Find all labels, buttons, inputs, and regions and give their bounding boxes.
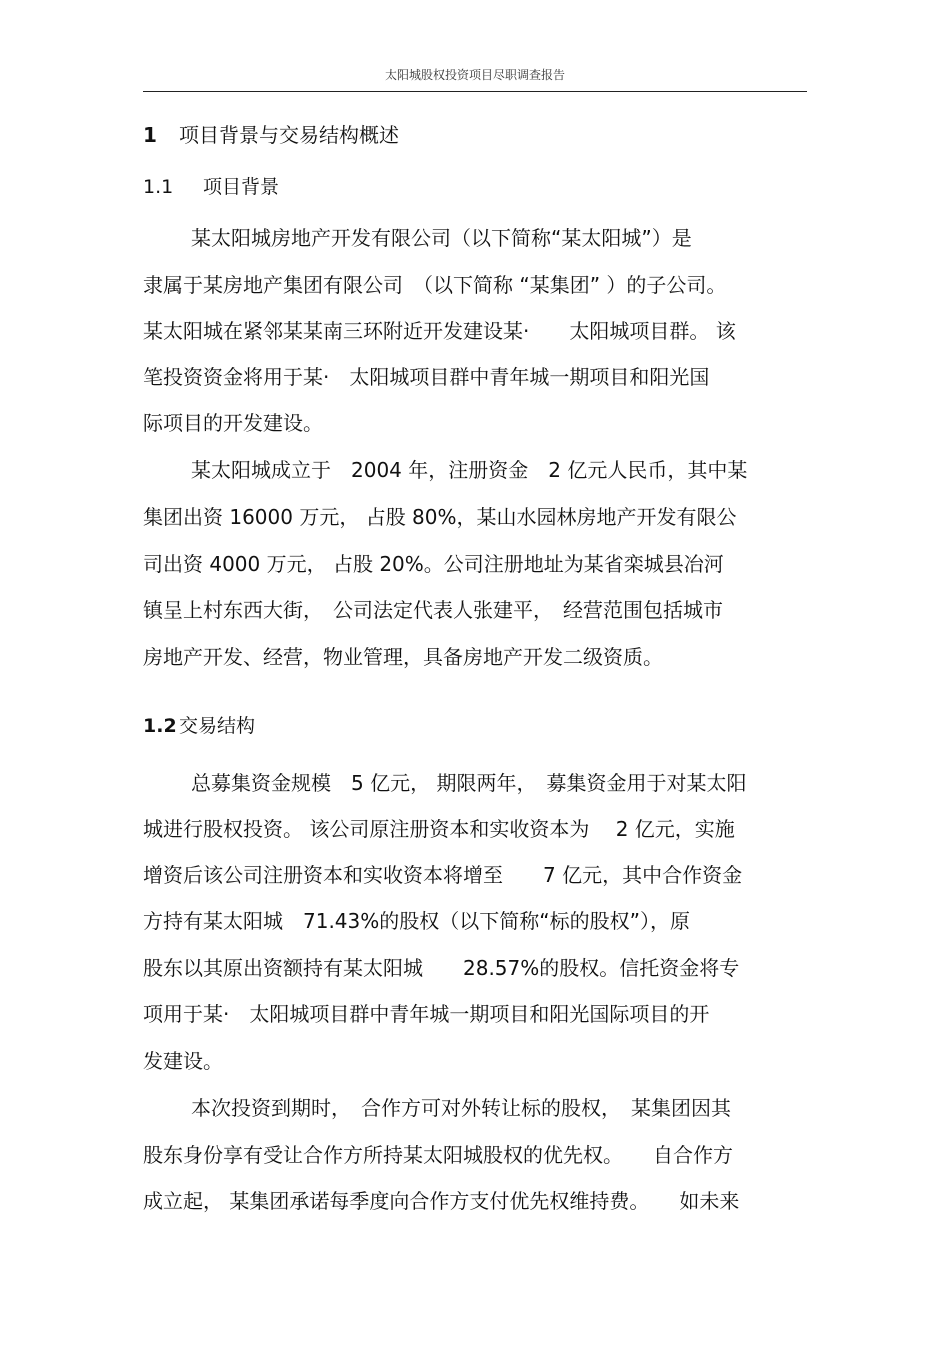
paragraph-line: 本次投资到期时， 合作方可对外转让标的股权， 某集团因其 [191, 1096, 731, 1120]
paragraph-line: 成立起， 某集团承诺每季度向合作方支付优先权维持费。 如未来 [143, 1189, 740, 1213]
paragraph-line: 股东以其原出资额持有某太阳城 28.57%的股权。信托资金将专 [143, 956, 740, 980]
paragraph-line: 总募集资金规模 5 亿元， 期限两年， 募集资金用于对某太阳 [191, 771, 747, 795]
heading-number: 1 [143, 123, 157, 147]
paragraph-line: 隶属于某房地产集团有限公司 （以下简称 “某集团” ）的子公司。 [143, 273, 727, 297]
paragraph-line: 某太阳城在紧邻某某南三环附近开发建设某· 太阳城项目群。 该 [143, 319, 736, 343]
heading-title: 项目背景 [203, 176, 280, 198]
paragraph-line: 城进行股权投资。 该公司原注册资本和实收资本为 2 亿元，实施 [143, 817, 735, 841]
running-header: 太阳城股权投资项目尽职调查报告 [384, 68, 565, 82]
paragraph-line: 发建设。 [143, 1049, 223, 1073]
paragraph-line: 笔投资资金将用于某· 太阳城项目群中青年城一期项目和阳光国 [143, 365, 710, 389]
paragraph-line: 方持有某太阳城 71.43%的股权（以下简称“标的股权”），原 [143, 909, 690, 933]
paragraph-line: 司出资 4000 万元， 占股 20%。公司注册地址为某省栾城县冶河 [143, 552, 724, 576]
paragraph-line: 增资后该公司注册资本和实收资本将增至 7 亿元，其中合作资金 [143, 863, 743, 887]
heading-section-1-2 [143, 713, 255, 739]
paragraph-line: 房地产开发、经营，物业管理，具备房地产开发二级资质。 [143, 645, 663, 669]
paragraph-line: 项用于某· 太阳城项目群中青年城一期项目和阳光国际项目的开 [143, 1002, 710, 1026]
heading-section-1-1 [143, 174, 279, 200]
heading-number: 1.2 [143, 715, 177, 737]
paragraph-line: 某太阳城房地产开发有限公司（以下简称“某太阳城”）是 [191, 226, 692, 250]
paragraph-line: 镇呈上村东西大街， 公司法定代表人张建平， 经营范围包括城市 [143, 598, 723, 622]
heading-title: 交易结构 [179, 715, 256, 737]
paragraph-line: 某太阳城成立于 2004 年，注册资金 2 亿元人民币，其中某 [191, 458, 748, 482]
paragraph-line: 股东身份享有受让合作方所持某太阳城股权的优先权。 自合作方 [143, 1143, 733, 1167]
paragraph-line: 际项目的开发建设。 [143, 411, 323, 435]
heading-title: 项目背景与交易结构概述 [179, 123, 399, 147]
paragraph-line: 集团出资 16000 万元， 占股 80%，某山水园林房地产开发有限公 [143, 505, 737, 529]
heading-number: 1.1 [143, 176, 174, 198]
header-rule [143, 91, 807, 92]
heading-section-1 [143, 122, 399, 148]
